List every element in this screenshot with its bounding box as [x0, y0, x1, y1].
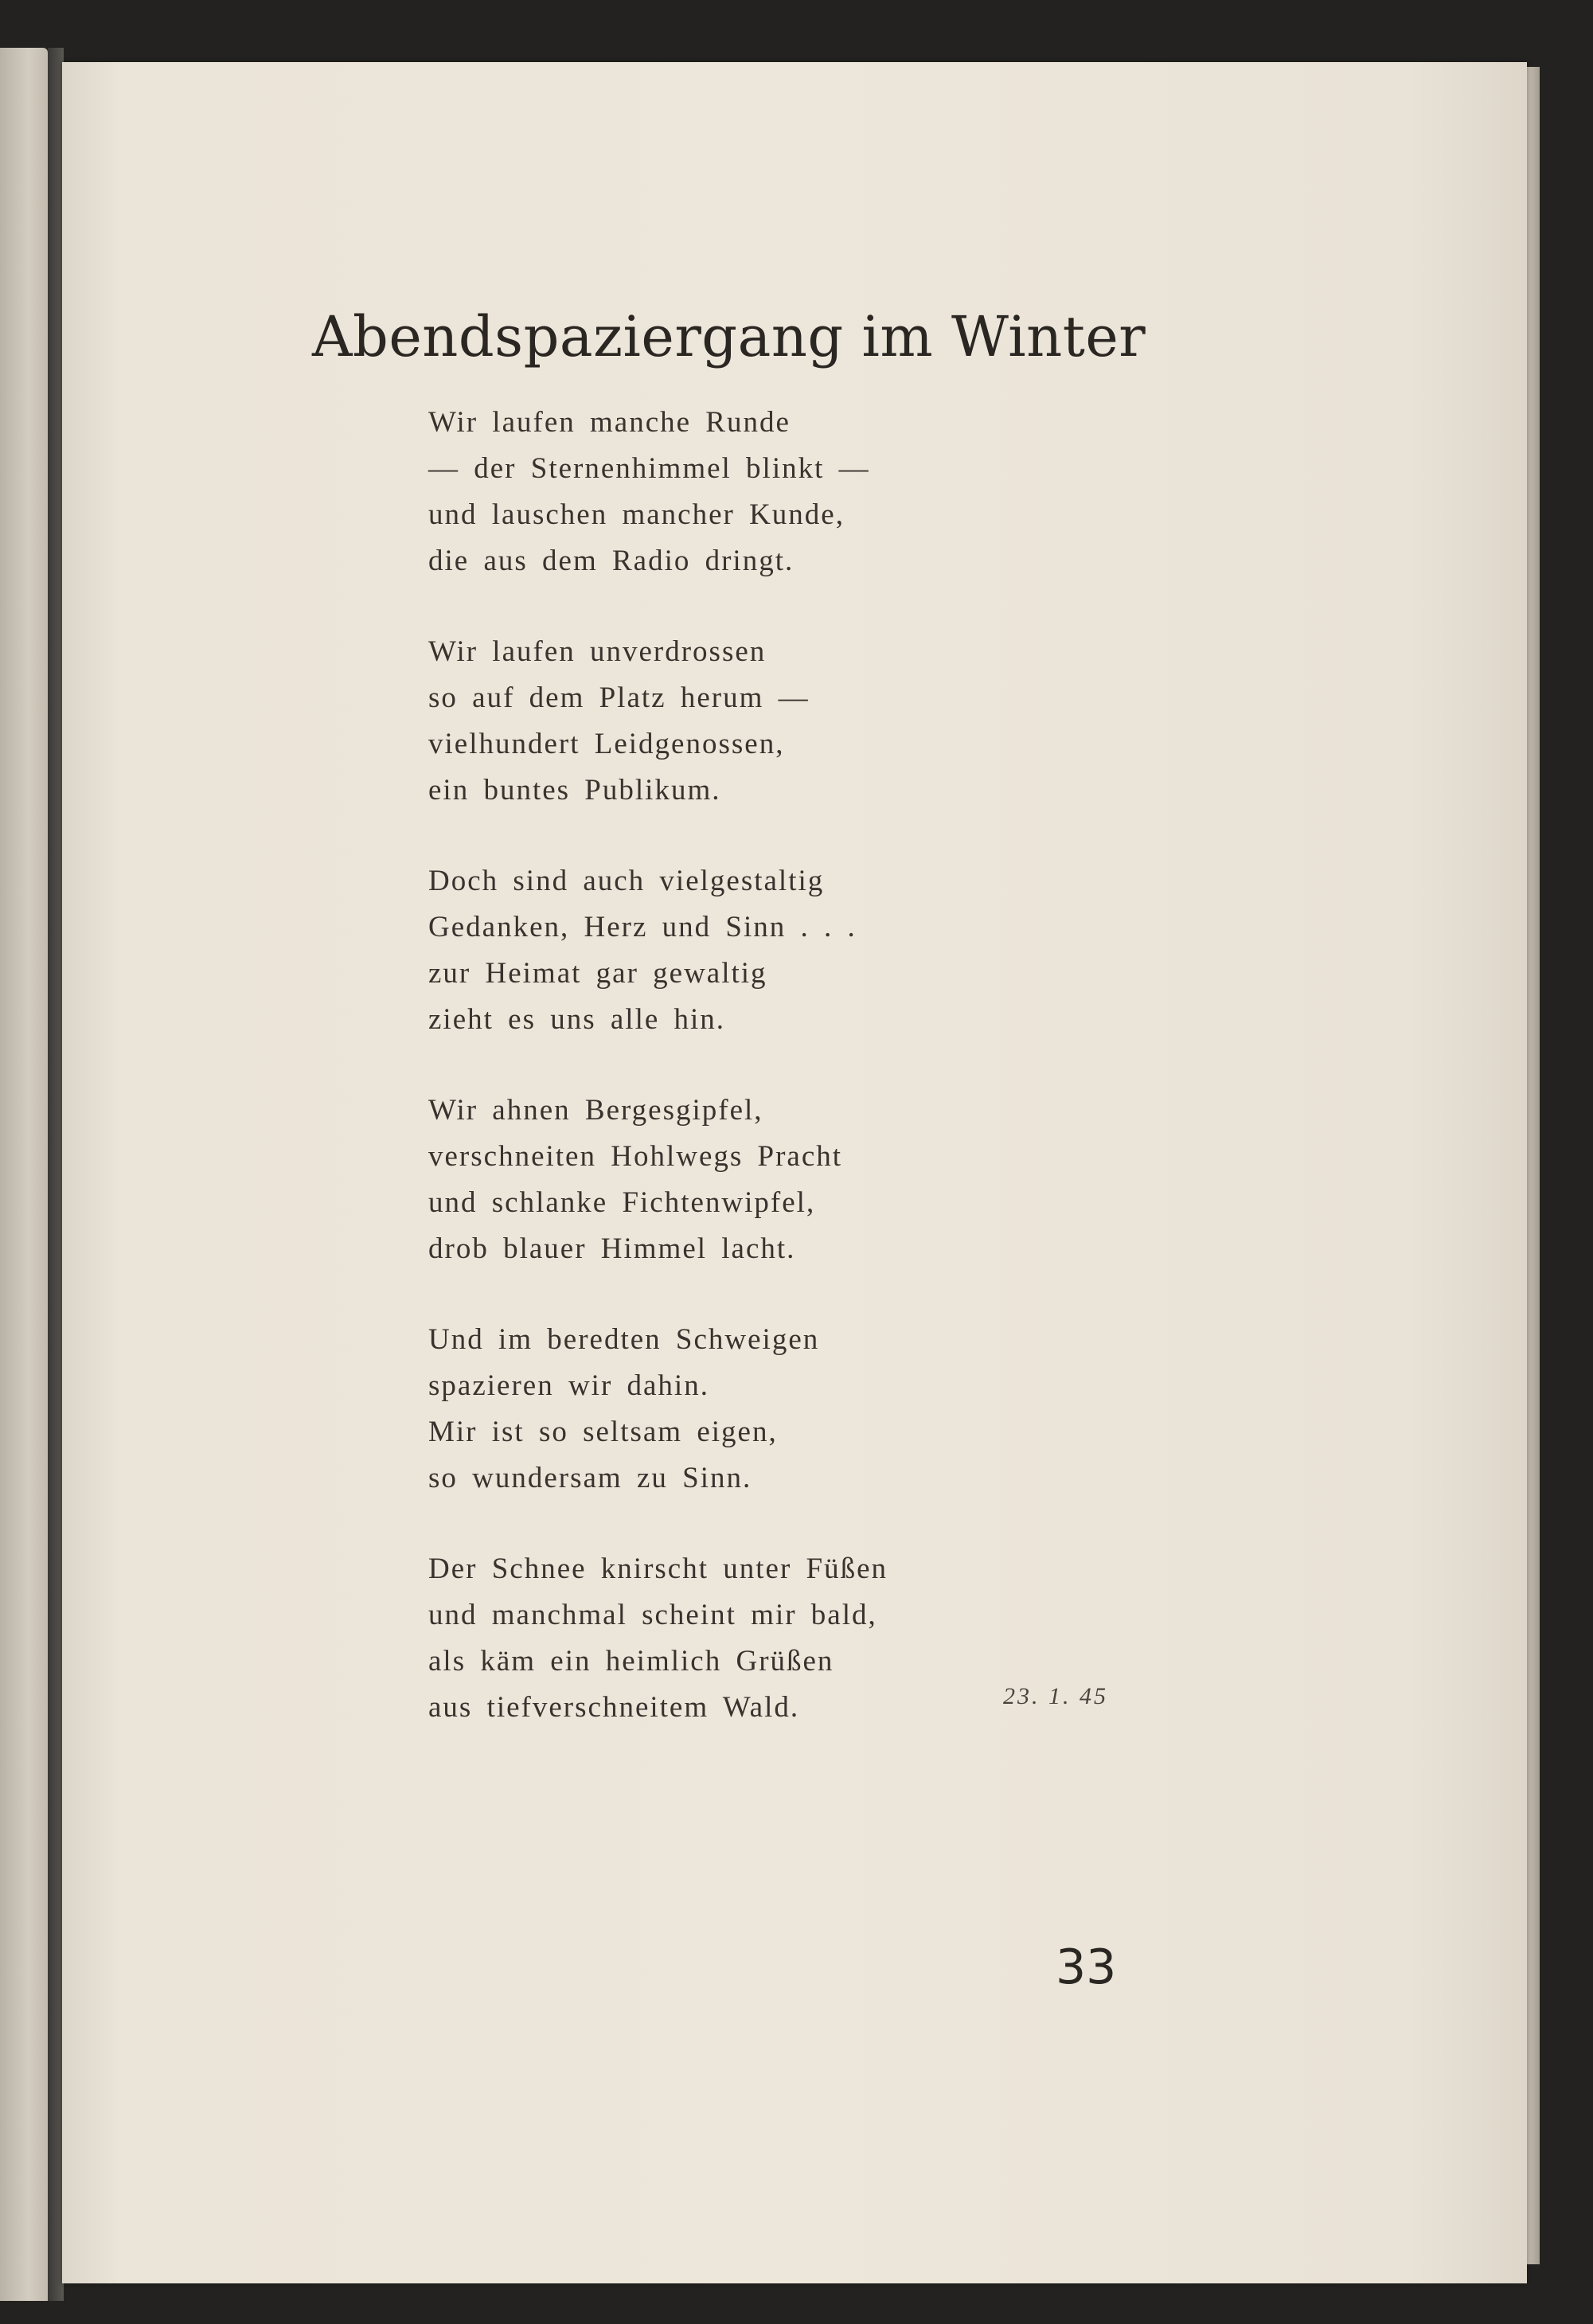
- poem-date: 23. 1. 45: [1003, 1683, 1108, 1709]
- poem-line: Wir laufen unverdrossen: [428, 635, 767, 668]
- poem-line: so auf dem Platz herum —: [428, 682, 810, 714]
- poem-line: und lauschen mancher Kunde,: [428, 498, 845, 531]
- poem-line: vielhundert Leidgenossen,: [428, 728, 785, 760]
- stanza: [428, 858, 888, 1043]
- book-gutter: [48, 48, 64, 2301]
- stanza: [428, 629, 888, 814]
- poem-line: Doch sind auch vielgestaltig: [428, 865, 825, 897]
- stanza: [428, 1546, 888, 1731]
- stanza: [428, 1088, 888, 1272]
- poem-line: Wir laufen manche Runde: [428, 406, 791, 439]
- stanza: [428, 1317, 888, 1502]
- poem-line: Der Schnee knirscht unter Füßen: [428, 1553, 888, 1585]
- poem-line: verschneiten Hohlwegs Pracht: [428, 1140, 843, 1173]
- poem-line: Wir ahnen Bergesgipfel,: [428, 1094, 763, 1127]
- left-page-edge: [0, 48, 48, 2301]
- poem-line: Mir ist so seltsam eigen,: [428, 1416, 778, 1448]
- poem-line: Gedanken, Herz und Sinn . . .: [428, 911, 857, 943]
- poem-line: ein buntes Publikum.: [428, 774, 721, 807]
- poem-line: als käm ein heimlich Grüßen: [428, 1645, 834, 1678]
- poem-title: Abendspaziergang im Winter: [312, 304, 1146, 369]
- poem-line: aus tiefverschneitem Wald.: [428, 1691, 800, 1724]
- poem-line: drob blauer Himmel lacht.: [428, 1232, 796, 1265]
- poem-line: und manchmal scheint mir bald,: [428, 1599, 877, 1631]
- page-number: 33: [1056, 1939, 1117, 1995]
- poem-line: Und im beredten Schweigen: [428, 1323, 820, 1356]
- poem-line: so wundersam zu Sinn.: [428, 1462, 752, 1494]
- page-stack-edge: [1527, 67, 1540, 2264]
- poem-line: spazieren wir dahin.: [428, 1369, 709, 1402]
- stanza: [428, 400, 888, 584]
- poem-body: [428, 400, 888, 1775]
- poem-line: — der Sternenhimmel blinkt —: [428, 452, 870, 485]
- poem-line: zur Heimat gar gewaltig: [428, 957, 767, 990]
- poem-line: und schlanke Fichtenwipfel,: [428, 1186, 816, 1219]
- poem-line: zieht es uns alle hin.: [428, 1003, 726, 1036]
- poem-line: die aus dem Radio dringt.: [428, 545, 795, 577]
